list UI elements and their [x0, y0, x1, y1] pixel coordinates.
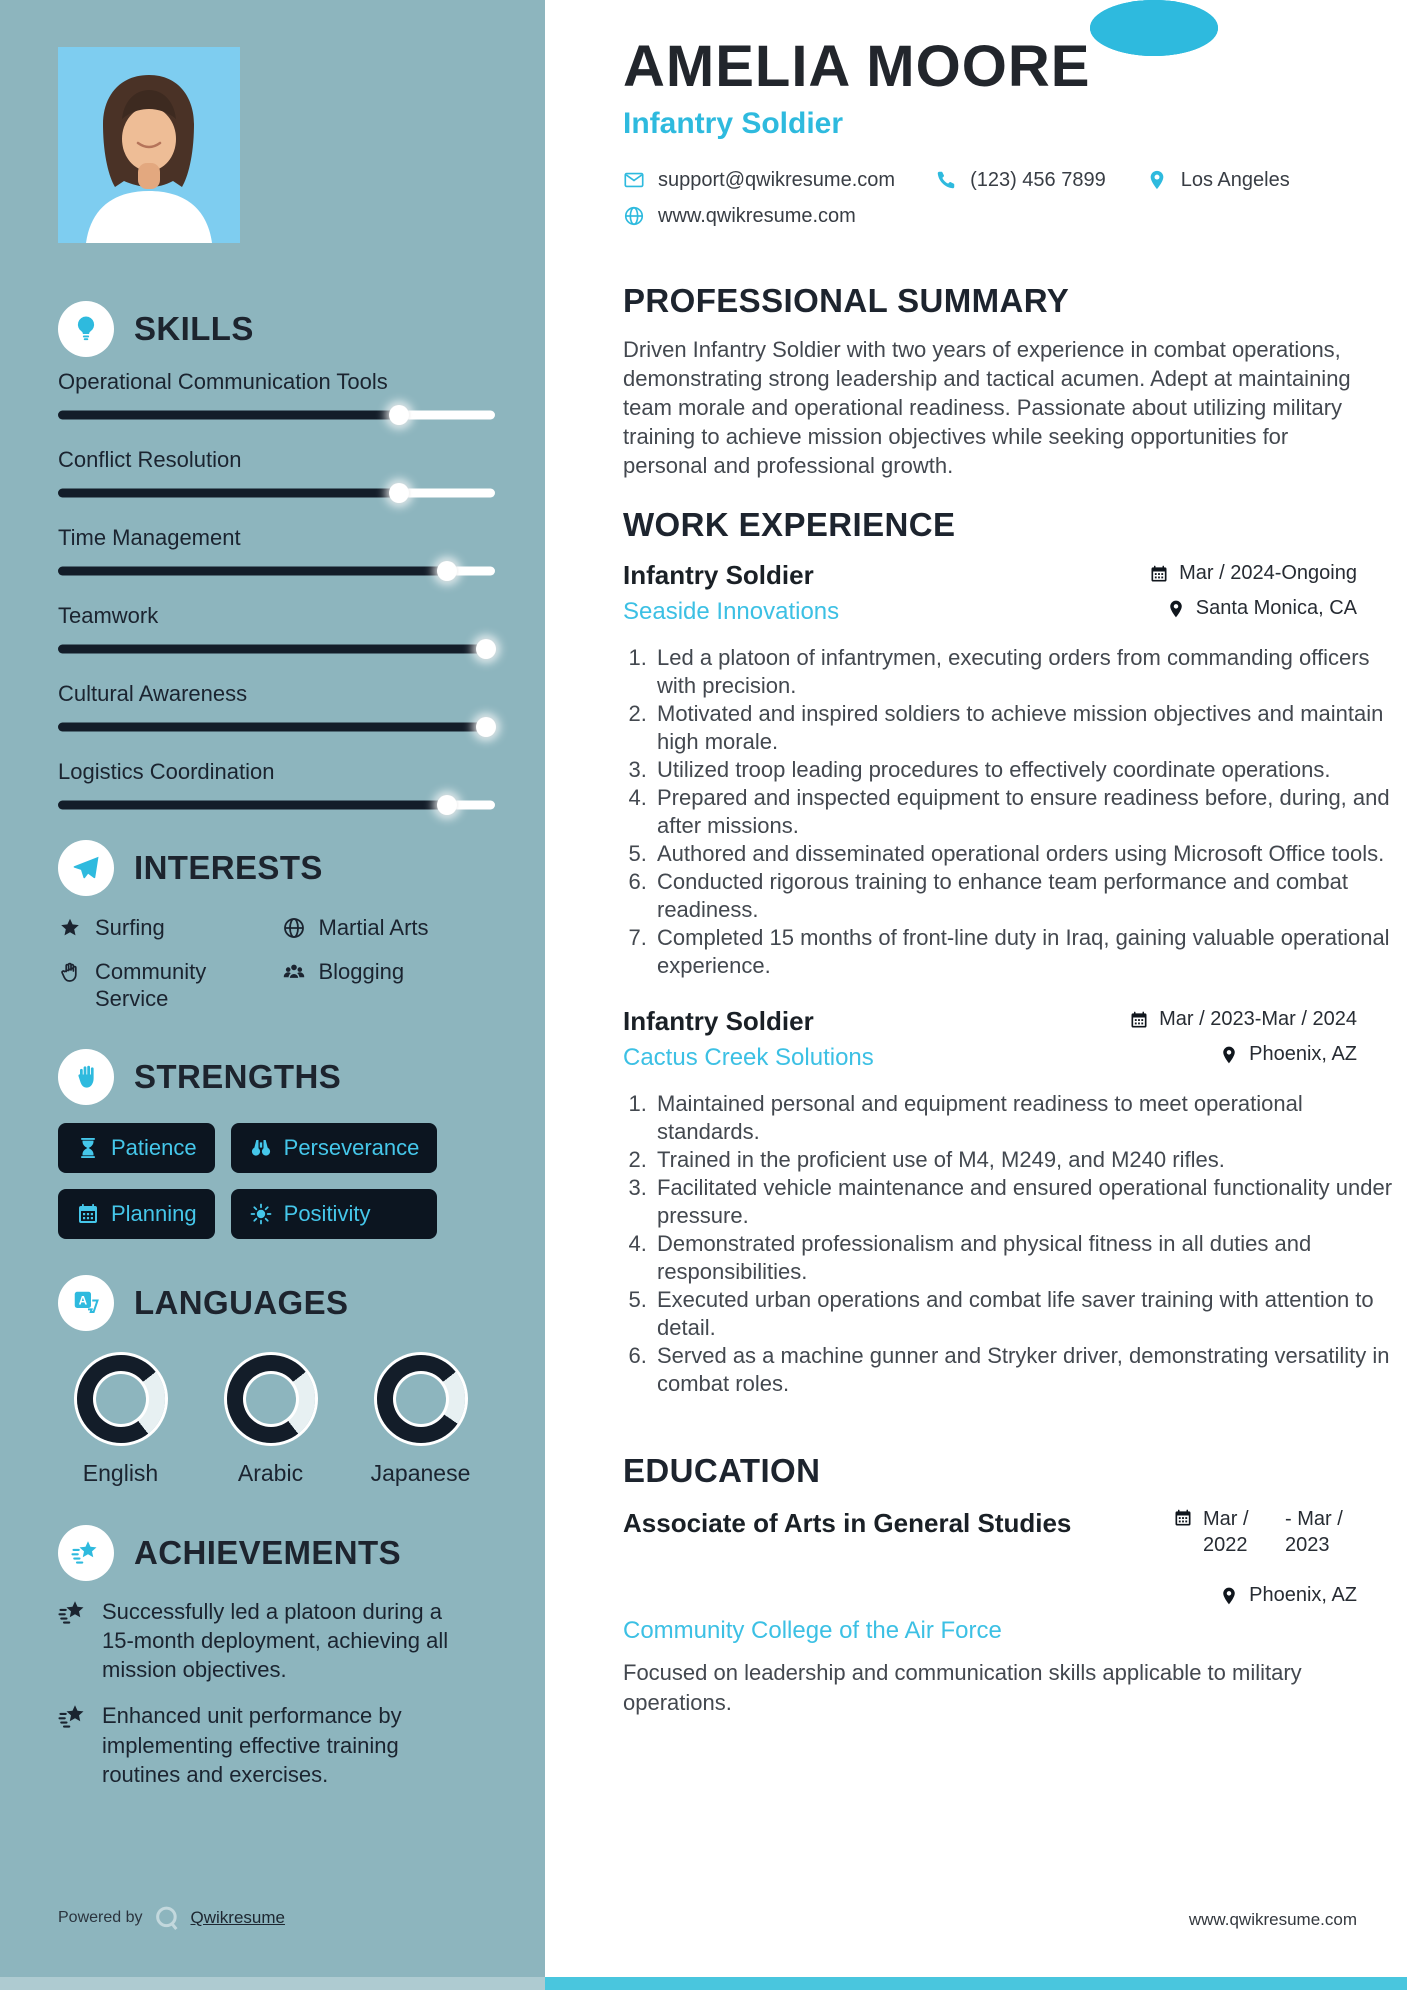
summary-header [623, 282, 1357, 320]
education-location [1219, 1584, 1357, 1607]
profile-photo-illustration [58, 47, 240, 243]
experience-heading: WORK EXPERIENCE [623, 505, 956, 543]
language-label: Arabic [237, 1459, 304, 1486]
bottom-strip-left [0, 1977, 545, 1990]
globe-icon [623, 205, 645, 227]
pin-icon [1166, 599, 1186, 619]
job-location [1219, 1043, 1357, 1066]
job-bullet: 5. Authored and disseminated operational orders using Microsoft Office tools. [653, 840, 1393, 868]
skill-level-slider[interactable] [58, 482, 495, 504]
sun-icon [249, 1202, 273, 1226]
translate-icon [58, 1275, 114, 1331]
slider-track-remainder [399, 489, 495, 498]
slider-knob[interactable] [389, 405, 409, 425]
strength-label: Positivity [283, 1200, 371, 1226]
slider-knob[interactable] [476, 717, 496, 737]
skills-section [58, 301, 495, 816]
job-dates-text: Mar / 2023-Mar / 2024 [1159, 1007, 1357, 1030]
skill-level-slider[interactable] [58, 560, 495, 582]
achievement-text: Enhanced unit performance by implementing effective training routines and exercises. [102, 1703, 402, 1787]
strengths-header [58, 1049, 495, 1105]
job-location-text: Phoenix, AZ [1249, 1042, 1357, 1065]
strength-label: Perseverance [283, 1134, 420, 1160]
language-label: English [82, 1459, 159, 1486]
cal-icon [1149, 564, 1169, 584]
interest-item [58, 914, 272, 942]
cal-icon [1129, 1010, 1149, 1030]
skill-level-slider[interactable] [58, 794, 495, 816]
location-text: Los Angeles [1180, 168, 1290, 191]
languages-list [58, 1355, 483, 1487]
achievements-header [58, 1525, 495, 1581]
slider-knob[interactable] [476, 639, 496, 659]
skill-item [58, 681, 495, 738]
interests-list [58, 914, 495, 1013]
lightbulb-icon [58, 301, 114, 357]
contact-email[interactable] [623, 169, 895, 192]
education-header [623, 1452, 1357, 1490]
job-company-row [623, 1037, 1357, 1072]
sidebar [0, 0, 545, 1990]
language-donut-chart [77, 1355, 165, 1443]
interest-item [282, 914, 496, 942]
job-entry [623, 1005, 1393, 1398]
degree-title: Associate of Arts in General Studies [623, 1507, 1072, 1538]
donut-hole [246, 1374, 296, 1424]
skill-level-slider[interactable] [58, 638, 495, 660]
job-company-row [623, 591, 1357, 626]
education-meta [1173, 1506, 1357, 1607]
phone-icon [935, 169, 957, 191]
job-bullets [623, 644, 1393, 980]
job-bullet: 1. Maintained personal and equipment readiness to meet operational standards. [653, 1090, 1393, 1146]
summary-section [623, 282, 1357, 480]
skills-heading: SKILLS [134, 310, 254, 347]
experience-section [623, 505, 1393, 1398]
job-title: Infantry Soldier [623, 559, 814, 590]
achievements-list [58, 1597, 495, 1790]
skill-item [58, 525, 495, 582]
donut-hole [96, 1374, 146, 1424]
map-pin-icon [1219, 1586, 1239, 1606]
languages-heading: LANGUAGES [134, 1283, 349, 1321]
slider-track-filled [58, 645, 486, 654]
job-bullet: 1. Led a platoon of infantrymen, executing orders from commanding officers with precision. [653, 644, 1393, 700]
footer-website[interactable]: www.qwikresume.com [1188, 1910, 1357, 1929]
experience-header [623, 506, 1357, 544]
binoculars-icon [249, 1136, 273, 1160]
interest-label: Blogging [318, 958, 405, 984]
job-bullet: 6. Served as a machine gunner and Stryker driver, demonstrating versatility in combat roles. [653, 1342, 1393, 1398]
slider-knob[interactable] [437, 561, 457, 581]
qwikresume-logo-icon [153, 1904, 181, 1932]
job-dates [1149, 562, 1357, 585]
job-company: Cactus Creek Solutions [623, 1043, 874, 1071]
candidate-name: AMELIA MOORE [623, 34, 1091, 99]
job-location-text: Santa Monica, CA [1195, 596, 1357, 619]
strengths-section [58, 1049, 495, 1239]
achievement-item [58, 1597, 458, 1685]
education-heading: EDUCATION [623, 1451, 821, 1489]
hand-icon [58, 960, 82, 984]
job-bullet: 2. Trained in the proficient use of M4, M249, and M240 rifles. [653, 1146, 1393, 1174]
contact-row-2 [623, 205, 1357, 228]
achievements-section [58, 1525, 495, 1790]
school-name: Community College of the Air Force [623, 1616, 1002, 1644]
education-dates [1173, 1506, 1357, 1558]
job-title-row [623, 560, 1357, 591]
job-bullet: 4. Prepared and inspected equipment to ensure readiness before, during, and after missions. [653, 784, 1393, 840]
slider-track-filled [58, 411, 399, 420]
rocketstar-icon [58, 1702, 88, 1732]
slider-knob[interactable] [437, 795, 457, 815]
fist-icon [58, 1049, 114, 1105]
jobs-list [623, 559, 1393, 1398]
achievements-heading: ACHIEVEMENTS [134, 1533, 401, 1571]
job-title: Infantry Soldier [623, 1005, 814, 1036]
achievement-item [58, 1701, 458, 1789]
slider-track-filled [58, 801, 447, 810]
globe-icon [282, 916, 306, 940]
language-label: Japanese [370, 1459, 471, 1486]
calendar-icon [76, 1202, 100, 1226]
skill-label: Conflict Resolution [58, 447, 242, 472]
skill-item [58, 447, 495, 504]
education-section [623, 1452, 1357, 1718]
skill-label: Teamwork [58, 603, 159, 628]
contact-website[interactable] [623, 205, 856, 228]
language-donut-chart [377, 1355, 465, 1443]
pin-icon [1219, 1045, 1239, 1065]
languages-section [58, 1275, 495, 1487]
education-date-start: Mar / 2022 [1203, 1507, 1249, 1556]
skills-list [58, 369, 495, 816]
strength-badge [231, 1189, 438, 1239]
interest-label: Martial Arts [318, 915, 429, 940]
strengths-heading: STRENGTHS [134, 1057, 342, 1095]
slider-track-filled [58, 723, 486, 732]
interest-label: Surfing [95, 915, 165, 940]
calendar-icon [1173, 1508, 1193, 1528]
language-item [358, 1355, 483, 1487]
skill-label: Cultural Awareness [58, 681, 248, 706]
strength-badge [231, 1123, 438, 1173]
education-entry [623, 1506, 1357, 1607]
skill-item [58, 369, 495, 426]
languages-header [58, 1275, 495, 1331]
qwikresume-link[interactable]: Qwikresume [190, 1908, 285, 1927]
slider-knob[interactable] [389, 483, 409, 503]
powered-by-label: Powered by [58, 1909, 143, 1926]
interests-section [58, 840, 495, 1013]
job-bullet: 3. Facilitated vehicle maintenance and ensured operational functionality under pressure. [653, 1174, 1393, 1230]
summary-heading: PROFESSIONAL SUMMARY [623, 281, 1070, 319]
job-bullet: 5. Executed urban operations and combat life saver training with attention to detail. [653, 1286, 1393, 1342]
job-location [1166, 597, 1357, 620]
website-text: www.qwikresume.com [658, 204, 856, 227]
profile-photo [58, 47, 240, 243]
job-bullets [623, 1090, 1393, 1398]
strengths-list [58, 1123, 495, 1239]
slider-track-filled [58, 489, 399, 498]
job-entry [623, 559, 1390, 980]
users-icon [282, 960, 306, 984]
hourglass-icon [76, 1136, 100, 1160]
sidebar-footer [58, 1904, 285, 1932]
contact-location [1146, 169, 1290, 192]
job-title-row [623, 1006, 1357, 1037]
skill-level-slider[interactable] [58, 716, 495, 738]
rocketstar-icon [58, 1598, 88, 1628]
job-bullet: 2. Motivated and inspired soldiers to achieve mission objectives and maintain high morale. [653, 700, 1393, 756]
skill-item [58, 759, 495, 816]
interest-label: Community Service [95, 958, 207, 1011]
language-item [58, 1355, 183, 1487]
interest-item [58, 958, 272, 1013]
strength-label: Patience [111, 1134, 197, 1160]
skill-item [58, 603, 495, 660]
education-location-text: Phoenix, AZ [1249, 1583, 1357, 1606]
star-icon [58, 916, 82, 940]
strength-badge [58, 1123, 215, 1173]
contact-phone[interactable] [935, 169, 1106, 192]
job-bullet: 3. Utilized troop leading procedures to effectively coordinate operations. [653, 756, 1393, 784]
slider-track-remainder [399, 411, 495, 420]
interests-header [58, 840, 495, 896]
graduation-cap-icon [1090, 0, 1218, 56]
candidate-job-title: Infantry Soldier [623, 106, 844, 140]
job-bullet: 7. Completed 15 months of front-line duty in Iraq, gaining valuable operational experience. [653, 924, 1393, 980]
bottom-strip-right [545, 1977, 1407, 1990]
skill-label: Operational Communication Tools [58, 369, 388, 394]
skill-label: Time Management [58, 525, 241, 550]
job-bullet: 4. Demonstrated professionalism and physical fitness in all duties and responsibilities. [653, 1230, 1393, 1286]
interest-item [282, 958, 496, 1013]
main-column [545, 0, 1407, 1990]
slider-track-filled [58, 567, 447, 576]
language-donut-chart [227, 1355, 315, 1443]
job-dates-text: Mar / 2024-Ongoing [1179, 561, 1357, 584]
strength-badge [58, 1189, 215, 1239]
skill-level-slider[interactable] [58, 404, 495, 426]
skills-header [58, 301, 495, 357]
summary-text: Driven Infantry Soldier with two years of experience in combat operations, demonstrating strong leadership and tactical acumen. Adept at maintaining team morale and operational readiness. Passionate about utilizing military training to achieve mission objectives while seeking opportunities for personal and professional growth. [623, 336, 1351, 478]
email-text: support@qwikresume.com [658, 168, 896, 191]
education-description: Focused on leadership and communication skills applicable to military operations. [623, 1659, 1302, 1715]
language-item [208, 1355, 333, 1487]
job-bullet: 6. Conducted rigorous training to enhance team performance and combat readiness. [653, 868, 1393, 924]
shooting-star-icon [58, 1525, 114, 1581]
paper-plane-icon [58, 840, 114, 896]
envelope-icon [623, 169, 645, 191]
strength-label: Planning [111, 1200, 197, 1226]
skill-label: Logistics Coordination [58, 759, 275, 784]
donut-hole [396, 1374, 446, 1424]
contact-row-1 [623, 169, 1357, 192]
education-date-end: - Mar / 2023 [1285, 1507, 1343, 1556]
phone-text: (123) 456 7899 [970, 168, 1106, 191]
map-pin-icon [1146, 169, 1168, 191]
job-dates [1129, 1008, 1357, 1031]
interests-heading: INTERESTS [134, 849, 323, 886]
job-company: Seaside Innovations [623, 597, 840, 625]
achievement-text: Successfully led a platoon during a 15-month deployment, achieving all mission objectives. [102, 1598, 449, 1682]
